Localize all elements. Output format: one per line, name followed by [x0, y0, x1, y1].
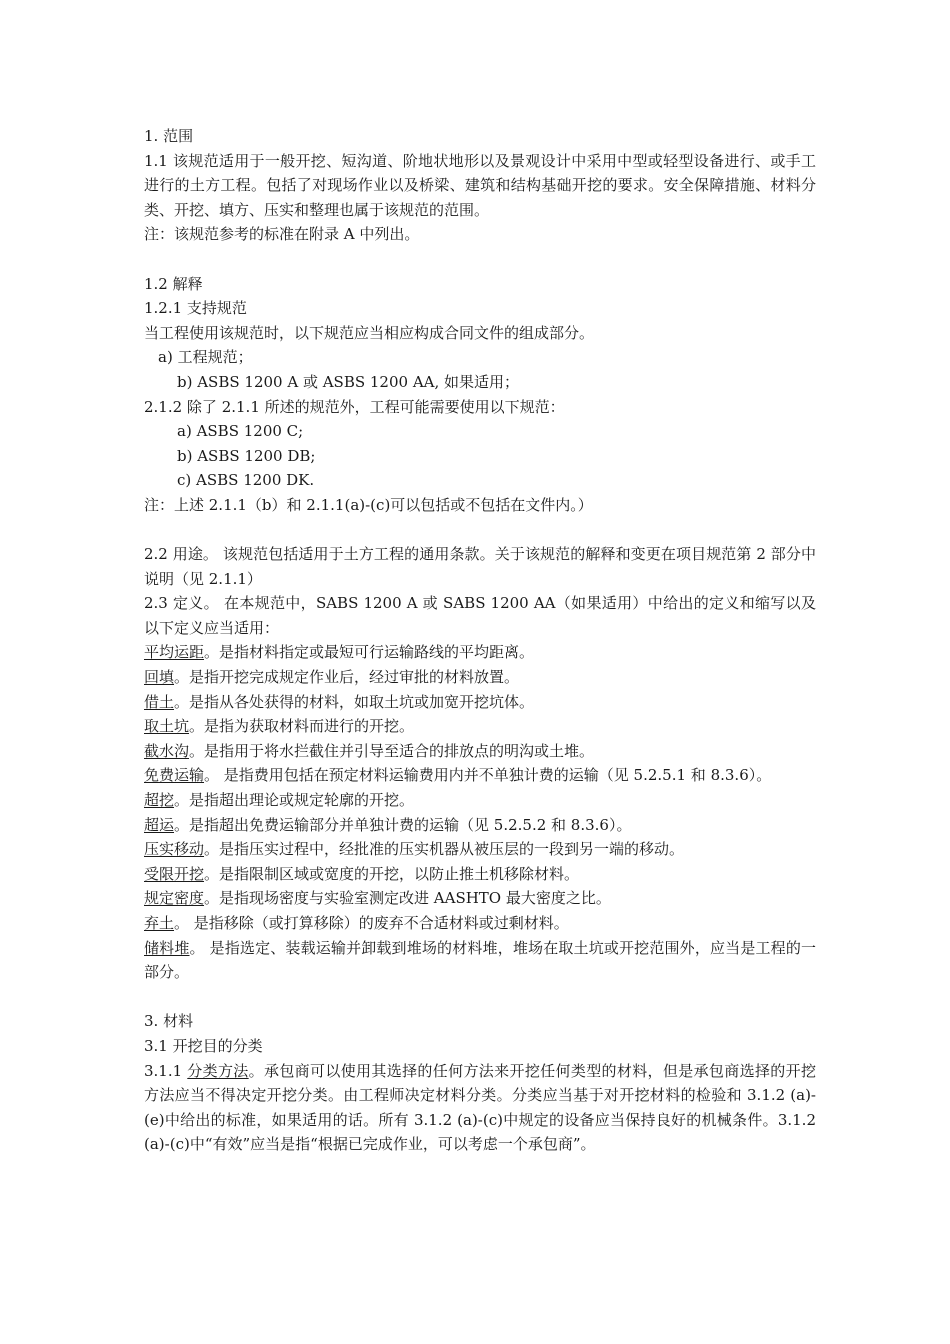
definition-text: 。是指压实过程中，经批准的压实机器从被压层的一段到另一端的移动。 — [204, 840, 685, 859]
definition-stockpile — [144, 936, 816, 985]
section-3-heading: 3. 材料 — [144, 1012, 194, 1031]
paragraph-2-2: 2.2 用途。 该规范包括适用于土方工程的通用条款。关于该规范的解释和变更在项目规范第 2 部分中说明（见 2.1.1） — [144, 545, 816, 588]
paragraph-text: 。承包商可以使用其选择的任何方法来开挖任何类型的材料，但是承包商选择的开挖方法应当不得决定开挖分类。由工程师决定材料分类。分类应当基于对开挖材料的检验和 3.1.2 (a)-(e)中给出的标准，如果适用的话。所有 3.1.2 (a)-(c)中规定的设备应当保持良好的机械条件。3.1.2 (a)-(c)中“有效”应当是指“根据已完成作业，可以考虑一个承包商”。 — [144, 1061, 816, 1154]
definition-term: 受限开挖 — [144, 864, 205, 883]
document-body — [144, 124, 816, 1157]
definition-roller-pass — [144, 837, 816, 862]
paragraph-2-3: 2.3 定义。 在本规范中，SABS 1200 A 或 SABS 1200 AA（如果适用）中给出的定义和缩写以及以下定义应当适用： — [144, 594, 816, 637]
definition-text: 。是指开挖完成规定作业后，经过审批的材料放置。 — [174, 668, 520, 687]
blank-line — [144, 247, 816, 272]
definition-text: 。是指超出理论或规定轮廓的开挖。 — [174, 791, 415, 810]
definition-average-haul — [144, 640, 816, 665]
definition-text: 。是指为获取材料而进行的开挖。 — [189, 717, 415, 736]
note-2-1-1: 注：上述 2.1.1（b）和 2.1.1(a)-(c)可以包括或不包括在文件内。） — [144, 495, 593, 514]
definition-term: 规定密度 — [144, 889, 205, 908]
definition-term: 回填 — [144, 668, 175, 687]
section-1-heading: 1. 范围 — [144, 127, 194, 145]
definition-text: 。是指超出免费运输部分并单独计费的运输（见 5.2.5.2 和 8.3.6）。 — [174, 815, 632, 834]
definition-term: 免费运输 — [144, 766, 205, 785]
section-1-2-1-heading: 1.2.1 支持规范 — [144, 299, 247, 318]
definition-term: 超运 — [144, 815, 175, 834]
definition-text: 。是指从各处获得的材料，如取土坑或加宽开挖坑体。 — [174, 692, 535, 711]
definition-text: 。是指用于将水拦截住并引导至适合的排放点的明沟或土堆。 — [189, 741, 595, 760]
blank-line — [144, 985, 816, 1010]
definition-term: 截水沟 — [144, 741, 190, 760]
list-item-sabs-db: b) ASBS 1200 DB; — [177, 446, 316, 465]
note-1-1: 注：该规范参考的标准在附录 A 中列出。 — [144, 225, 420, 244]
list-item-sabs-c: a) ASBS 1200 C; — [177, 422, 304, 441]
definition-term: 分类方法 — [187, 1061, 249, 1080]
paragraph-2-1-2: 2.1.2 除了 2.1.1 所述的规范外，工程可能需要使用以下规范： — [144, 397, 565, 416]
definition-text: 。 是指费用包括在预定材料运输费用内并不单独计费的运输（见 5.2.5.1 和 8.3.6）。 — [204, 766, 772, 785]
definition-text: 。是指限制区域或宽度的开挖，以防止推土机移除材料。 — [204, 864, 580, 883]
definition-borrow — [144, 690, 816, 715]
definition-spoil — [144, 911, 816, 936]
definition-text: 。是指现场密度与实验室测定改进 AASHTO 最大密度之比。 — [204, 889, 611, 908]
list-item-b: b) ASBS 1200 A 或 ASBS 1200 AA, 如果适用； — [177, 372, 520, 391]
definition-free-haul — [144, 763, 816, 788]
section-3-1-heading: 3.1 开挖目的分类 — [144, 1036, 263, 1055]
definition-overhaul — [144, 813, 816, 838]
definition-text: 。是指材料指定或最短可行运输路线的平均距离。 — [204, 643, 535, 662]
definition-term: 弃土 — [144, 914, 175, 932]
section-1-2-heading: 1.2 解释 — [144, 274, 203, 293]
definition-text: 。 是指移除（或打算移除）的废弃不合适材料或过剩材料。 — [174, 914, 569, 932]
list-item-a: a) 工程规范； — [158, 348, 253, 367]
definition-overbreak — [144, 788, 816, 813]
blank-line — [144, 518, 816, 543]
paragraph-1-1: 1.1 该规范适用于一般开挖、短沟道、阶地状地形以及景观设计中采用中型或轻型设备进行、或手工进行的土方工程。包括了对现场作业以及桥梁、建筑和结构基础开挖的要求。安全保障措施、材料分类、开挖、填方、压实和整理也属于该规范的范围。 — [144, 151, 816, 219]
list-item-sabs-dk: c) ASBS 1200 DK. — [177, 471, 315, 490]
definition-text: 。 是指选定、装载运输并卸载到堆场的材料堆，堆场在取土坑或开挖范围外，应当是工程的一部分。 — [144, 938, 816, 982]
definition-term: 平均运距 — [144, 643, 205, 662]
definition-term: 借土 — [144, 692, 175, 711]
paragraph-1-2-1-intro: 当工程使用该规范时，以下规范应当相应构成合同文件的组成部分。 — [144, 323, 595, 342]
definition-term: 超挖 — [144, 791, 175, 810]
definition-specified-density — [144, 886, 816, 911]
definition-term: 压实移动 — [144, 840, 205, 859]
paragraph-3-1-1 — [144, 1059, 816, 1157]
definition-term: 储料堆 — [144, 938, 190, 957]
definition-backfill — [144, 665, 816, 690]
definition-borrow-pit — [144, 714, 816, 739]
clause-number: 3.1.1 — [144, 1061, 188, 1080]
definition-term: 取土坑 — [144, 717, 190, 736]
definition-catchwater-drain — [144, 739, 816, 764]
definition-restricted-excavation — [144, 862, 816, 887]
